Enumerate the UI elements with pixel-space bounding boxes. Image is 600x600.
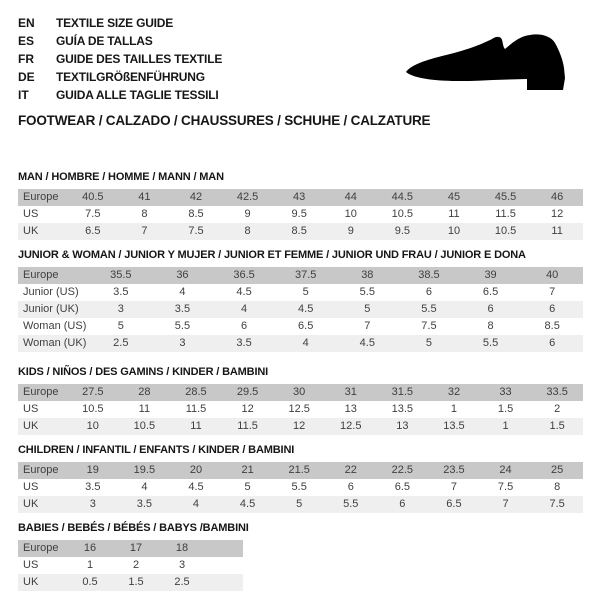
- size-cell: 4.5: [236, 286, 252, 298]
- size-cell: 36: [176, 269, 189, 281]
- table-row: [18, 189, 583, 206]
- size-cell: 6: [241, 320, 248, 332]
- table-row: [18, 418, 583, 435]
- section-junior_woman: [18, 249, 583, 352]
- row-label: Woman (UK): [23, 337, 87, 349]
- size-cell: 1: [450, 403, 458, 415]
- size-cell: 1: [502, 420, 509, 432]
- size-cell: 38.5: [418, 269, 440, 281]
- size-cell: 11.5: [185, 403, 207, 415]
- size-cell: 25: [551, 464, 564, 476]
- size-cell: 8: [554, 481, 561, 493]
- size-cell: 19.5: [133, 464, 156, 476]
- size-cell: 13: [344, 403, 357, 415]
- size-cell: 33: [499, 386, 512, 398]
- row-label: Europe: [23, 464, 59, 476]
- size-cell: 33.5: [546, 386, 568, 398]
- row-label: UK: [23, 498, 39, 510]
- size-cell: 38: [361, 269, 374, 281]
- size-cell: 3: [89, 498, 96, 510]
- size-cell: 4: [302, 337, 309, 349]
- size-cell: 2.5: [174, 576, 190, 588]
- size-cell: 7.5: [421, 320, 437, 332]
- language-code: FR: [18, 52, 34, 66]
- table-row: [18, 540, 243, 557]
- size-cell: 37.5: [294, 269, 317, 281]
- size-cell: 7.5: [549, 498, 565, 510]
- section-title: JUNIOR & WOMAN / JUNIOR Y MUJER / JUNIOR ET FEMME / JUNIOR UND FRAU / JUNIOR E DONA: [18, 249, 526, 261]
- size-cell: 32: [447, 386, 461, 398]
- size-cell: 5: [364, 303, 371, 315]
- size-cell: 5: [244, 481, 251, 493]
- row-label: Junior (UK): [23, 303, 79, 315]
- size-cell: 9: [347, 225, 354, 237]
- size-cell: 5.5: [343, 498, 359, 510]
- size-cell: 4: [241, 303, 248, 315]
- table-row: [18, 301, 583, 318]
- size-cell: 2: [554, 403, 561, 415]
- size-cell: 9: [244, 208, 251, 220]
- row-label: Europe: [23, 269, 59, 281]
- size-cell: 7.5: [85, 208, 101, 220]
- size-cell: 44: [344, 191, 357, 203]
- junior_woman-size-table: [18, 267, 583, 352]
- size-cell: 4: [179, 286, 186, 298]
- size-cell: 24: [499, 464, 512, 476]
- size-cell: 6.5: [446, 498, 462, 510]
- row-label: Europe: [23, 386, 59, 398]
- size-cell: 11: [138, 403, 151, 415]
- size-cell: 12: [241, 403, 254, 415]
- size-cell: 2.5: [113, 337, 129, 349]
- babies-size-table: [18, 540, 243, 591]
- size-cell: 4.5: [188, 481, 204, 493]
- size-cell: 6.5: [394, 481, 410, 493]
- size-cell: 10.5: [82, 403, 104, 415]
- size-cell: 4.5: [359, 337, 375, 349]
- size-cell: 22.5: [391, 464, 414, 476]
- man-size-table: [18, 189, 583, 240]
- size-cell: 4: [141, 481, 148, 493]
- size-cell: 6: [399, 498, 406, 510]
- size-cell: 5.5: [291, 481, 307, 493]
- table-row: [18, 223, 583, 240]
- size-cell: 3.5: [174, 303, 191, 315]
- size-cell: 11.5: [237, 420, 258, 432]
- size-cell: 4.5: [298, 303, 314, 315]
- section-children: [18, 444, 583, 513]
- language-label: GUIDA ALLE TAGLIE TESSILI: [56, 88, 219, 102]
- size-cell: 8.5: [188, 208, 204, 220]
- size-cell: 28.5: [185, 386, 207, 398]
- size-cell: 7: [364, 320, 371, 332]
- size-cell: 16: [83, 542, 97, 554]
- size-cell: 2: [132, 559, 140, 571]
- size-cell: 11: [448, 208, 460, 220]
- size-cell: 45.5: [494, 191, 517, 203]
- size-cell: 6: [549, 337, 556, 349]
- size-cell: 6: [549, 303, 556, 315]
- language-label: GUIDE DES TAILLES TEXTILE: [56, 52, 223, 66]
- table-row: [18, 335, 583, 352]
- size-cell: 12.5: [288, 403, 310, 415]
- header: [18, 14, 583, 129]
- size-cell: 3.5: [85, 481, 101, 493]
- size-cell: 42.5: [236, 191, 259, 203]
- size-cell: 1.5: [549, 420, 565, 432]
- language-code: EN: [18, 16, 35, 30]
- language-label: TEXTILE SIZE GUIDE: [56, 16, 174, 30]
- size-cell: 8: [244, 225, 251, 237]
- size-cell: 7.5: [188, 225, 204, 237]
- row-label: Europe: [23, 542, 59, 554]
- size-cell: 21: [241, 464, 254, 476]
- section-man: [18, 171, 583, 240]
- size-cell: 10: [86, 420, 99, 432]
- dress-shoe-icon: [400, 34, 576, 94]
- size-cell: 39: [484, 269, 497, 281]
- table-row: [18, 557, 243, 574]
- size-cell: 3: [179, 337, 186, 349]
- section-title: BABIES / BEBÉS / BÉBÉS / BABYS /BAMBINI: [18, 522, 249, 534]
- size-cell: 36.5: [233, 269, 255, 281]
- size-cell: 41: [138, 191, 151, 203]
- size-cell: 5.5: [482, 337, 499, 349]
- size-cell: 3: [117, 303, 124, 315]
- size-cell: 43: [293, 191, 306, 203]
- size-cell: 10.5: [494, 225, 517, 237]
- size-cell: 7: [502, 498, 509, 510]
- row-label: US: [23, 559, 39, 571]
- size-cell: 27.5: [82, 386, 104, 398]
- size-cell: 8: [487, 320, 494, 332]
- row-label: UK: [23, 576, 39, 588]
- language-label: GUÍA DE TALLAS: [56, 34, 153, 48]
- section-babies: [18, 522, 583, 591]
- row-label: UK: [23, 225, 39, 237]
- size-cell: 29.5: [236, 386, 259, 398]
- size-cell: 19: [86, 464, 99, 476]
- size-cell: 17: [129, 542, 143, 554]
- size-cell: 46: [551, 191, 564, 203]
- section-title: CHILDREN / INFANTIL / ENFANTS / KINDER / BAMBINI: [18, 444, 295, 456]
- size-cell: 6: [425, 286, 432, 298]
- size-cell: 5.5: [421, 303, 437, 315]
- size-cell: 5: [425, 337, 432, 349]
- size-cell: 42: [189, 191, 203, 203]
- row-label: UK: [23, 420, 39, 432]
- size-cell: 9.5: [291, 208, 307, 220]
- size-cell: 0.5: [82, 576, 98, 588]
- size-cell: 7: [450, 481, 458, 493]
- language-label: TEXTILGRÖßENFÜHRUNG: [56, 70, 205, 84]
- size-cell: 18: [175, 542, 189, 554]
- size-cell: 23.5: [443, 464, 465, 476]
- table-row: [18, 267, 583, 284]
- size-cell: 10.5: [391, 208, 414, 220]
- row-label: US: [23, 403, 39, 415]
- size-cell: 3.5: [113, 286, 129, 298]
- size-cell: 35.5: [110, 269, 132, 281]
- table-row: [18, 384, 583, 401]
- footwear-heading: FOOTWEAR / CALZADO / CHAUSSURES / SCHUHE / CALZATURE: [18, 113, 431, 128]
- size-cell: 10.5: [133, 420, 156, 432]
- size-cell: 8.5: [544, 320, 560, 332]
- table-row: [18, 462, 583, 479]
- size-cell: 13: [396, 420, 409, 432]
- size-cell: 8: [141, 208, 148, 220]
- row-label: US: [23, 481, 39, 493]
- table-row: [18, 318, 583, 335]
- size-cell: 5.5: [174, 320, 191, 332]
- row-label: US: [23, 208, 39, 220]
- size-cell: 7.5: [497, 481, 514, 493]
- size-cell: 13.5: [391, 403, 414, 415]
- table-row: [18, 496, 583, 513]
- size-cell: 21.5: [288, 464, 310, 476]
- size-cell: 44.5: [391, 191, 414, 203]
- size-cell: 31: [344, 386, 357, 398]
- size-cell: 3: [178, 559, 186, 571]
- size-cell: 20: [189, 464, 203, 476]
- size-cell: 11: [190, 420, 202, 432]
- size-cell: 6: [347, 481, 354, 493]
- size-cell: 6.5: [482, 286, 499, 298]
- size-cell: 31.5: [391, 386, 414, 398]
- size-cell: 7: [549, 286, 556, 298]
- table-row: [18, 479, 583, 496]
- section-kids: [18, 366, 583, 435]
- row-label: Europe: [23, 191, 59, 203]
- size-cell: 12.5: [340, 420, 362, 432]
- children-size-table: [18, 462, 583, 513]
- kids-size-table: [18, 384, 583, 435]
- size-cell: 12: [293, 420, 306, 432]
- size-cell: 10: [447, 225, 461, 237]
- size-cell: 5: [117, 320, 124, 332]
- size-cell: 28: [138, 386, 151, 398]
- size-cell: 30: [293, 386, 306, 398]
- table-row: [18, 401, 583, 418]
- size-cell: 3.5: [236, 337, 252, 349]
- size-cell: 45: [447, 191, 461, 203]
- size-cell: 6.5: [298, 320, 314, 332]
- size-cell: 6: [487, 303, 494, 315]
- size-cell: 7: [141, 225, 148, 237]
- size-cell: 13.5: [443, 420, 465, 432]
- size-cell: 40.5: [82, 191, 104, 203]
- language-code: IT: [18, 88, 29, 102]
- size-cell: 9.5: [394, 225, 410, 237]
- size-cell: 4.5: [239, 498, 256, 510]
- table-row: [18, 206, 583, 223]
- row-label: Woman (US): [23, 320, 87, 332]
- sections: [18, 171, 583, 591]
- size-cell: 5: [302, 286, 309, 298]
- language-code: DE: [18, 70, 35, 84]
- table-row: [18, 284, 583, 301]
- size-cell: 5: [296, 498, 303, 510]
- size-cell: 3.5: [136, 498, 153, 510]
- row-label: Junior (US): [23, 286, 79, 298]
- size-cell: 11.5: [495, 208, 516, 220]
- size-cell: 10: [344, 208, 357, 220]
- size-cell: 5.5: [359, 286, 375, 298]
- size-cell: 8.5: [291, 225, 307, 237]
- size-cell: 12: [551, 208, 564, 220]
- size-cell: 40: [546, 269, 559, 281]
- size-cell: 1.5: [497, 403, 514, 415]
- size-cell: 6.5: [85, 225, 101, 237]
- section-title: MAN / HOMBRE / HOMME / MANN / MAN: [18, 171, 224, 183]
- language-row: [18, 14, 583, 32]
- section-title: KIDS / NIÑOS / DES GAMINS / KINDER / BAMBINI: [18, 366, 269, 378]
- size-cell: 4: [192, 498, 200, 510]
- size-cell: 1.5: [128, 576, 144, 588]
- table-row: [18, 574, 243, 591]
- size-cell: 22: [344, 464, 357, 476]
- language-code: ES: [18, 34, 35, 48]
- size-cell: 11: [551, 225, 563, 237]
- size-cell: 1: [86, 559, 94, 571]
